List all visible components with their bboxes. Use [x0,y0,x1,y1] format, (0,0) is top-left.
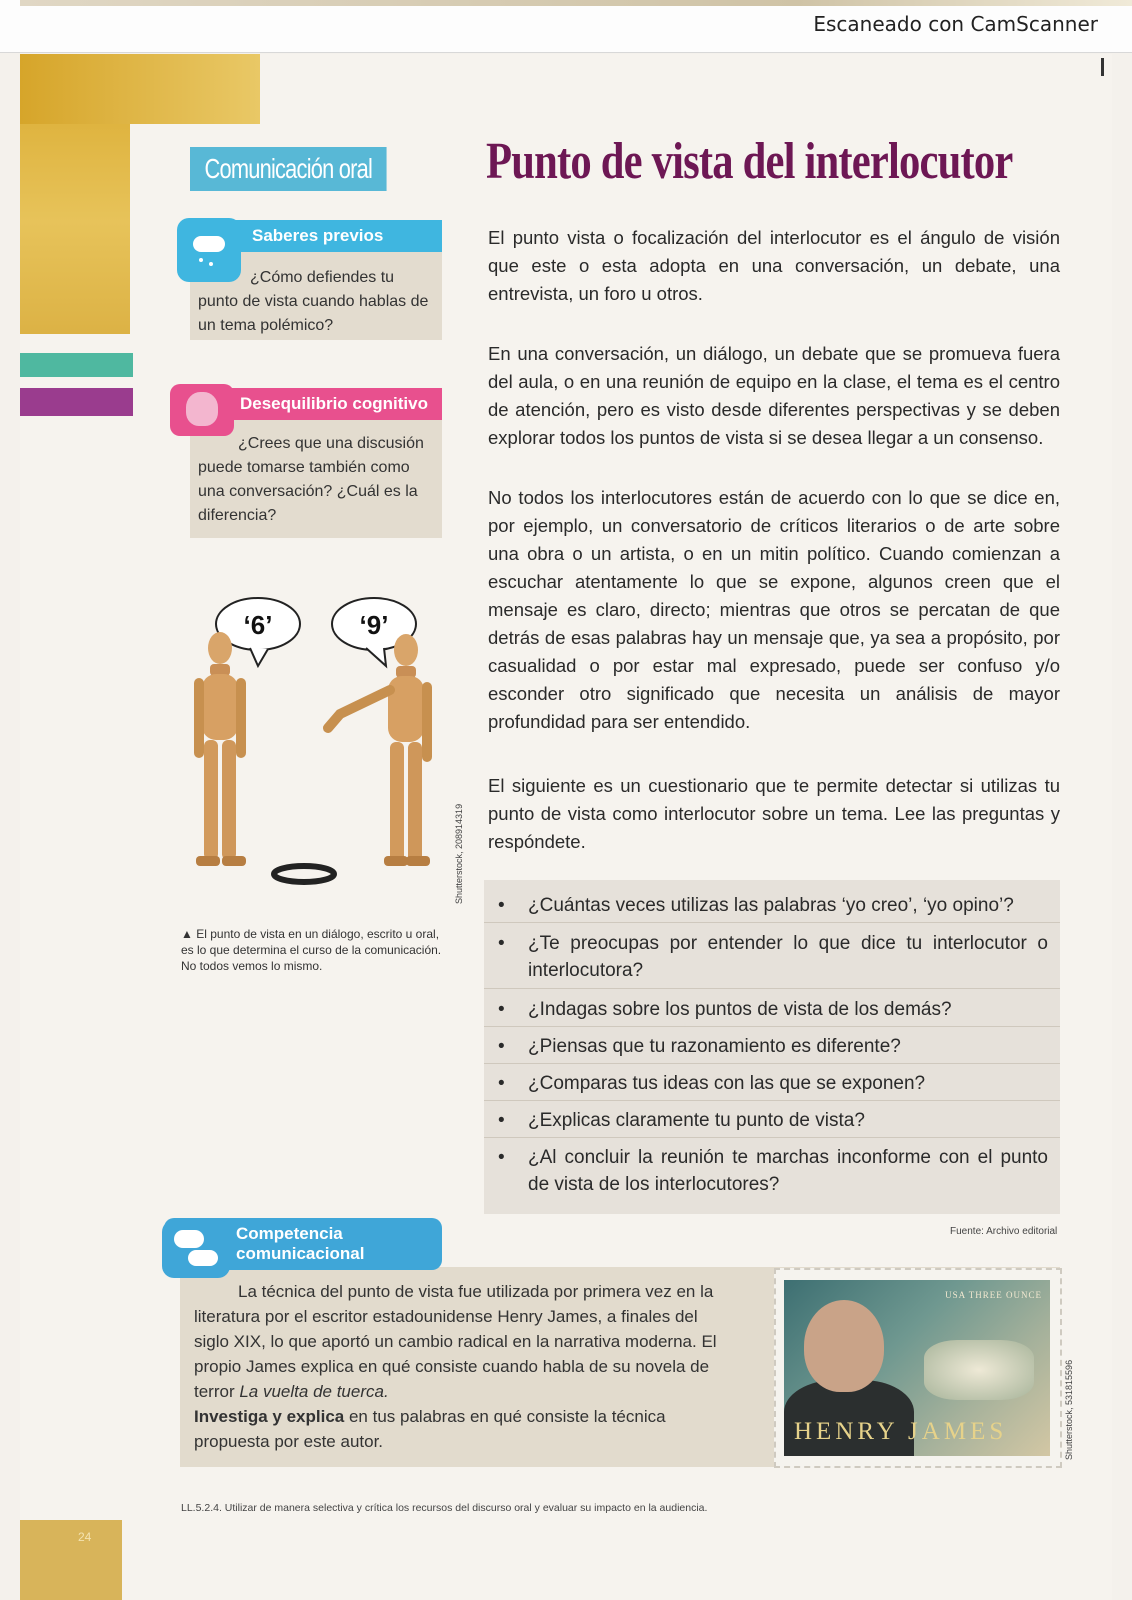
novel-title: La vuelta de tuerca. [239,1382,389,1401]
question-item: • ¿Al concluir la reunión te marchas inconforme con el punto de vista de los interlocutores? [498,1147,1048,1195]
scanner-header [0,0,1132,53]
desequilibrio-heading-label: Desequilibrio cognitivo [240,394,428,413]
question-item: • ¿Te preocupas por entender lo que dice tu interlocutor o interlocutora? [484,930,1060,989]
teal-decor-stripe [20,353,133,377]
henry-james-stamp [774,1268,1062,1468]
illustration-caption: ▲ El punto de vista en un diálogo, escrito u oral, es lo que determina el curso de la comunicación. No todos vemos lo mismo. [181,927,442,973]
brain-icon [170,384,234,436]
gold-decor-bottom [20,1520,122,1600]
page-edge-mark [1101,58,1104,76]
portrait-image [804,1300,884,1392]
question-item: • ¿Piensas que tu razonamiento es diferente? [484,1033,1060,1064]
illustration-credit: Shutterstock, 208914319 [454,803,464,904]
source-note: Fuente: Archivo editorial [950,1226,1058,1237]
purple-decor-stripe [20,388,133,416]
questionnaire-box [484,880,1060,1214]
task-verb: Investiga y explica [194,1407,345,1426]
wooden-figures-illustration [180,594,460,910]
header-gradient [20,0,1132,6]
chat-bubbles-icon [162,1220,230,1278]
desequilibrio-text: ¿Crees que una discusión puede tomarse también como una conversación? ¿Cuál es la diferencia? [198,435,424,524]
page-number: 24 [78,1530,92,1544]
stamp-credit: Shutterstock, 531815596 [1064,1359,1074,1460]
question-item: • ¿Comparas tus ideas con las que se exponen? [484,1070,1060,1101]
paragraph-2: En una conversación, un diálogo, un debate que se promueva fuera del aula, o en una reunión de equipo en la clase, el tema es el centro de atención, pero es visto desde diferentes perspectivas y se deben explorar todos los puntos de vista si se desea llegar a un consenso. [488,343,1060,448]
cloud-icon [177,218,241,282]
stamp-name: HENRY JAMES [794,1418,1008,1445]
competencia-heading-line2: comunicacional [236,1244,365,1263]
curriculum-footnote: LL.5.2.4. Utilizar de manera selectiva y crítica los recursos del discurso oral y evaluar su impacto en la audiencia. [181,1502,708,1514]
saberes-previos-heading-label: Saberes previos [252,226,384,245]
question-item: • ¿Explicas claramente tu punto de vista? [484,1107,1060,1138]
stamp-price: USA THREE OUNCE [945,1290,1042,1300]
page-title: Punto de vista del interlocutor [486,133,1013,190]
saberes-previos-heading [232,220,442,252]
saberes-previos-text: ¿Cómo defiendes tu punto de vista cuando hablas de un tema polémico? [198,269,429,334]
paragraph-4: El siguiente es un cuestionario que te permite detectar si utilizas tu punto de vista como interlocutor sobre un tema. Lee las preguntas y respóndete. [488,775,1060,852]
speech-bubble-left: ‘6’ [243,610,273,640]
paragraph-3: No todos los interlocutores están de acuerdo con lo que se dice en, por ejemplo, un conversatorio de críticos literarios o de arte sobre una obra o un artista, o en un mitin político. Cuando comienzan a escuchar atentamente lo que se expone, algunos creen que el mensaje es claro, directo; mientras que otros se percatan de que detrás de esas palabras hay un mensaje que, ya sea a propósito, por casualidad o por estar mal expresado, puede ser confuso y/o esconder otro significado que necesita un análisis de mayor profundidad para ser entendido. [488,487,1060,732]
section-tag: Comunicación oral [190,147,387,191]
gold-decor-corner [20,54,260,124]
paragraph-1: El punto vista o focalización del interlocutor es el ángulo de visión que este o esta adopta en una conversación, un debate, una entrevista, un foro u otros. [488,227,1060,304]
scanner-label: Escaneado con CamScanner [813,12,1098,36]
speech-bubble-right: ‘9’ [359,610,389,640]
competencia-text: La técnica del punto de vista fue utilizada por primera vez en la literatura por el escritor estadounidense Henry James, a finales del siglo XIX, lo que aportó un cambio radical en la narrativa moderna. El propio James explica en qué consiste cuando habla de su novela de terror La vuelta de tuerca. Investiga y explica en tus palabras en qué consiste la técnica propuesta por este autor. [194,1282,717,1451]
competencia-heading-line1: Competencia [236,1224,343,1243]
question-item: • ¿Indagas sobre los puntos de vista de los demás? [484,996,1060,1027]
desequilibrio-heading [224,388,442,420]
question-item: • ¿Cuántas veces utilizas las palabras ‘yo creo’, ‘yo opino’? [484,892,1060,923]
